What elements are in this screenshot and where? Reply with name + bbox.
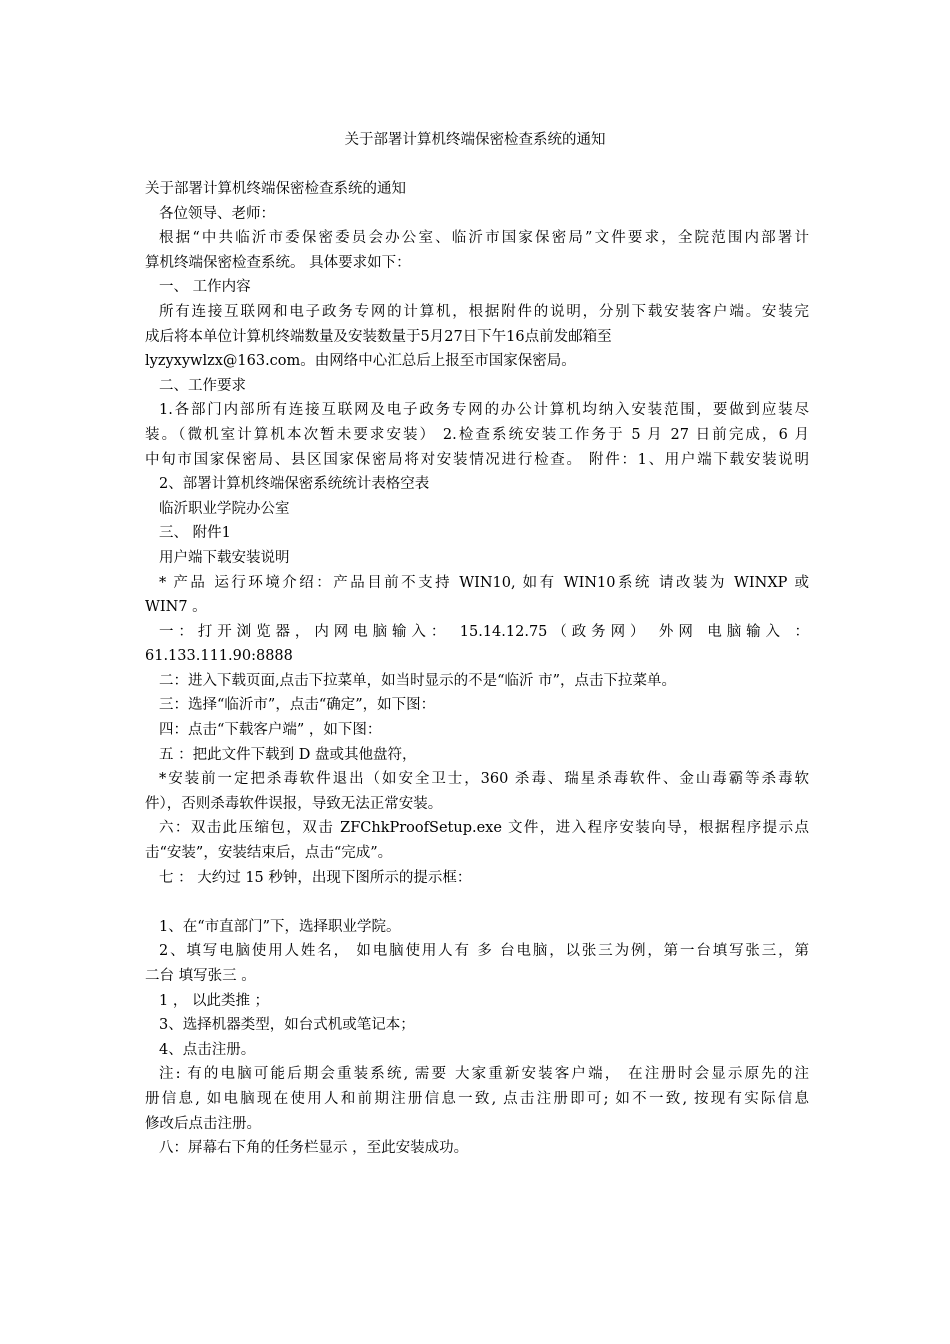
section-heading: 二、工作要求	[159, 377, 246, 394]
document-body	[145, 177, 809, 1161]
paragraph-line: *安装前一定把杀毒软件退出（如安全卫士，360 杀毒、瑞星杀毒软件、金山毒霸等杀毒软	[159, 771, 809, 788]
paragraph-line: 装。（微机室计算机本次暂未要求安装） 2.检查系统安装工作务于 5 月 27 日前完成，6 月	[145, 426, 809, 443]
step-line: 六：双击此压缩包，双击 ZFChkProofSetup.exe 文件，进入程序安装向导，根据程序提示点	[159, 820, 809, 837]
note-line: 册信息, 如电脑现在使用人和前期注册信息一致, 点击注册即可; 如不一致, 按现有实际信息	[145, 1090, 809, 1107]
step-line: 四：点击“下载客户端” ，如下图：	[159, 722, 382, 739]
signature-line: 临沂职业学院办公室	[159, 500, 290, 517]
paragraph-line: 成后将本单位计算机终端数量及安装数量于5月27日下午16点前发邮箱至	[145, 328, 612, 345]
url-line: 61.133.111.90:8888	[145, 648, 293, 665]
paragraph-line: 击“安装”，安装结束后，点击“完成”。	[145, 845, 393, 862]
step-line: 八：屏幕右下角的任务栏显示 ，至此安装成功。	[159, 1140, 469, 1157]
step-line: 三：选择“临沂市”，点击“确定”，如下图：	[159, 697, 436, 714]
email-line: lyzyxywlzx@163.com。由网络中心汇总后上报至市国家保密局。	[145, 353, 576, 370]
paragraph-line: 1.各部门内部所有连接互联网及电子政务专网的办公计算机均纳入安装范围，要做到应装尽	[159, 402, 809, 419]
paragraph-line: * 产品 运行环境介绍：产品目前不支持 WIN10, 如有 WIN10系统 请改装为 WINXP 或	[159, 574, 809, 591]
instruction-line: 4、点击注册。	[159, 1041, 256, 1058]
instruction-line: 1、在“市直部门”下，选择职业学院。	[159, 918, 401, 935]
paragraph-line: 根据“中共临沂市委保密委员会办公室、临沂市国家保密局”文件要求，全院范围内部署计	[159, 230, 809, 247]
instruction-line: 2、填写电脑使用人姓名， 如电脑使用人有 多 台电脑，以张三为例，第一台填写张三，第	[159, 943, 809, 960]
blank-line	[145, 890, 809, 915]
attachment-line: 2、部署计算机终端保密系统统计表格空表	[159, 476, 430, 493]
note-line: 修改后点击注册。	[145, 1115, 261, 1132]
instruction-line: 3、选择机器类型，如台式机或笔记本；	[159, 1017, 415, 1034]
step-line: 五 ：把此文件下载到 D 盘或其他盘符，	[159, 746, 417, 763]
step-line: 二：进入下载页面,点击下拉菜单，如当时显示的不是“临沂 市”，点击下拉菜单。	[159, 672, 677, 689]
paragraph-line: 所有连接互联网和电子政务专网的计算机，根据附件的说明，分别下载安装客户端。安装完	[159, 303, 809, 320]
note-line: 注: 有的电脑可能后期会重装系统, 需要 大家重新安装客户端， 在注册时会显示原先的注	[159, 1066, 809, 1083]
step-line: 七 ： 大约过 15 秒钟，出现下图所示的提示框：	[159, 869, 472, 886]
paragraph-line: 中旬市国家保密局、县区国家保密局将对安装情况进行检查。 附件：1、用户端下载安装说明	[145, 451, 809, 468]
paragraph-line: 二台 填写张三 。	[145, 968, 256, 984]
section-heading: 一、 工作内容	[159, 279, 251, 296]
section-heading: 三、 附件1	[159, 525, 231, 542]
salutation: 各位领导、老师：	[159, 205, 275, 222]
document-title: 关于部署计算机终端保密检查系统的通知	[344, 132, 606, 148]
paragraph-line: 算机终端保密检查系统。 具体要求如下：	[145, 254, 411, 271]
paragraph-line: 件），否则杀毒软件误报，导致无法正常安装。	[145, 795, 443, 812]
subject-line: 关于部署计算机终端保密检查系统的通知	[145, 181, 406, 197]
paragraph-line: WIN7 。	[145, 599, 207, 616]
step-line: 一：打开浏览器，内网电脑输入： 15.14.12.75（政务网） 外网 电脑输入 ：	[159, 623, 809, 640]
subheading: 用户端下载安装说明	[159, 549, 290, 566]
instruction-line: 1 ， 以此类推 ；	[159, 992, 270, 1009]
